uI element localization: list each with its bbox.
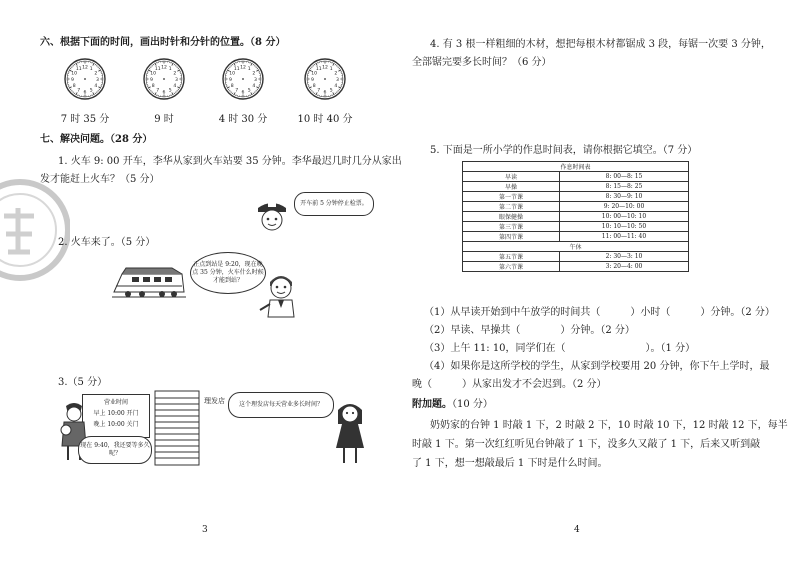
table-header: 作息时间表 — [463, 162, 689, 172]
shop-name: 理发店 — [204, 397, 225, 405]
svg-text:8: 8 — [312, 84, 316, 90]
speech-bubble: 开车前 5 分钟停止检票。 — [294, 192, 374, 216]
svg-text:8: 8 — [230, 84, 234, 90]
svg-text:11: 11 — [233, 66, 240, 72]
table-row: 眼保健操 10: 00—10: 10 — [463, 212, 689, 222]
bonus-line-2: 时敲 1 下。第一次红红听见台钟敲了 1 下，没多久又敲了 1 下，后来又听到敲 — [412, 439, 761, 450]
student-girl-icon — [332, 400, 368, 466]
sign-line: 早上 10:00 开门 — [93, 410, 139, 417]
svg-text:11: 11 — [154, 66, 161, 72]
sign-title: 营业时间 — [103, 399, 128, 406]
svg-text:9: 9 — [71, 77, 74, 83]
table-row: 第二节课 9: 20—10: 00 — [463, 202, 689, 212]
table-row: 早操 8: 15—8: 25 — [463, 182, 689, 192]
clock-caption: 10 时 40 分 — [297, 114, 353, 125]
bonus-line-1: 奶奶家的台钟 1 时敲 1 下，2 时敲 2 下，10 时敲 10 下，12 时敲 12 下，每半 — [430, 420, 788, 431]
clock-face-icon — [222, 58, 264, 100]
table-row: 第五节课 2: 30—3: 10 — [463, 252, 689, 262]
sign-line: 晚上 10:00 关门 — [93, 421, 139, 428]
svg-text:6: 6 — [162, 90, 166, 96]
question-4-line-2: 全部锯完要多长时间？（6 分） — [412, 57, 552, 68]
svg-text:7: 7 — [156, 88, 160, 94]
svg-text:1: 1 — [329, 66, 333, 72]
svg-text:9: 9 — [150, 77, 153, 83]
table-row: 第三节课 10: 10—10: 50 — [463, 222, 689, 232]
clock-face-icon — [304, 58, 346, 100]
svg-text:1: 1 — [168, 66, 172, 72]
svg-text:5: 5 — [329, 88, 333, 94]
clock-caption: 9 时 — [154, 114, 174, 125]
seal-watermark — [0, 178, 70, 282]
svg-text:10: 10 — [71, 71, 78, 77]
svg-text:4: 4 — [173, 84, 177, 90]
clock-face-icon — [143, 58, 185, 100]
question-4-line-1: 4. 有 3 根一样粗细的木材，想把每根木材都锯成 3 段，每锯一次要 3 分钟， — [430, 39, 771, 50]
page-number: 3 — [202, 525, 208, 535]
svg-text:10: 10 — [311, 71, 318, 77]
bonus-score: （10 分） — [452, 399, 493, 410]
fill-question-2: （2）早读、早操共（ ）分钟。（2 分） — [424, 325, 635, 336]
svg-text:11: 11 — [75, 66, 82, 72]
section-7-title: 七、解决问题。（28 分） — [40, 134, 153, 145]
student-boy-icon — [258, 270, 304, 318]
bonus-line-3: 了 1 下，想一想敲最后 1 下时是什么时间。 — [412, 458, 608, 469]
speech-bubble: 这个理发店每天营业多长时间？ — [228, 392, 334, 418]
svg-text:2: 2 — [173, 71, 177, 77]
table-row: 早读 8: 00—8: 15 — [463, 172, 689, 182]
table-row: 第四节课 11: 00—11: 40 — [463, 232, 689, 242]
svg-text:4: 4 — [252, 84, 256, 90]
speech-bubble: 现在 9:40，我还要等多久呢？ — [78, 436, 152, 464]
schedule-table — [462, 161, 689, 272]
page-number: 4 — [574, 525, 580, 535]
clock-face-icon — [64, 58, 106, 100]
svg-text:2: 2 — [252, 71, 256, 77]
svg-text:9: 9 — [311, 77, 314, 83]
clock-caption: 4 时 30 分 — [218, 114, 268, 125]
question-2-label: 2. 火车来了。（5 分） — [58, 237, 156, 248]
svg-text:7: 7 — [77, 88, 81, 94]
question-1-line-1: 1. 火车 9: 00 开车，李华从家到火车站要 35 分钟。李华最迟几时几分从家出 — [58, 156, 402, 167]
svg-text:2: 2 — [334, 71, 338, 77]
svg-text:4: 4 — [94, 84, 98, 90]
svg-text:5: 5 — [89, 88, 93, 94]
svg-text:5: 5 — [168, 88, 172, 94]
business-hours-sign — [82, 394, 150, 438]
table-noon-row: 午休 — [463, 242, 689, 252]
fill-question-1: （1）从早读开始到中午放学的时间共（ ）小时（ ）分钟。（2 分） — [424, 307, 775, 318]
speech-bubble: 正点到站是 9:20，现在晚点 35 分钟，火车什么时候才能到站？ — [190, 252, 266, 294]
svg-text:12: 12 — [240, 65, 246, 71]
svg-text:11: 11 — [315, 66, 322, 72]
svg-text:12: 12 — [161, 65, 167, 71]
clock-caption: 7 时 35 分 — [60, 114, 110, 125]
svg-text:2: 2 — [94, 71, 98, 77]
shop-shutter-icon — [154, 390, 200, 466]
fill-question-4-line-2: 晚（ ）从家出发才不会迟到。（2 分） — [412, 379, 607, 390]
section-6-title: 六、根据下面的时间，画出时针和分针的位置。（8 分） — [40, 37, 286, 48]
table-row: 第一节课 8: 30—9: 10 — [463, 192, 689, 202]
svg-text:6: 6 — [323, 90, 327, 96]
question-1-line-2: 发才能赶上火车？（5 分） — [40, 174, 160, 185]
svg-text:4: 4 — [334, 84, 338, 90]
question-5-title: 5. 下面是一所小学的作息时间表，请你根据它填空。（7 分） — [430, 145, 698, 156]
svg-text:12: 12 — [82, 65, 88, 71]
svg-text:6: 6 — [83, 90, 87, 96]
conductor-icon — [255, 198, 289, 234]
svg-text:7: 7 — [317, 88, 321, 94]
svg-text:3: 3 — [96, 77, 99, 83]
svg-text:9: 9 — [229, 77, 232, 83]
table-row: 第六节课 3: 20—4: 00 — [463, 262, 689, 272]
svg-text:10: 10 — [150, 71, 157, 77]
svg-text:1: 1 — [89, 66, 93, 72]
bonus-label: 附加题。 — [412, 399, 452, 410]
question-3-label: 3.（5 分） — [58, 377, 108, 388]
svg-text:8: 8 — [151, 84, 155, 90]
train-icon — [112, 262, 186, 300]
fill-question-3: （3）上午 11: 10，同学们在（ ）。（1 分） — [424, 343, 696, 354]
svg-text:12: 12 — [322, 65, 328, 71]
svg-text:10: 10 — [229, 71, 236, 77]
svg-text:3: 3 — [175, 77, 178, 83]
svg-text:6: 6 — [241, 90, 245, 96]
svg-text:8: 8 — [72, 84, 76, 90]
svg-text:3: 3 — [336, 77, 339, 83]
fill-question-4-line-1: （4）如果你是这所学校的学生，从家到学校要用 20 分钟，你下午上学时，最 — [424, 361, 770, 372]
svg-text:1: 1 — [247, 66, 251, 72]
svg-text:3: 3 — [254, 77, 257, 83]
svg-text:7: 7 — [235, 88, 239, 94]
bonus-title — [412, 398, 493, 411]
svg-text:5: 5 — [247, 88, 251, 94]
